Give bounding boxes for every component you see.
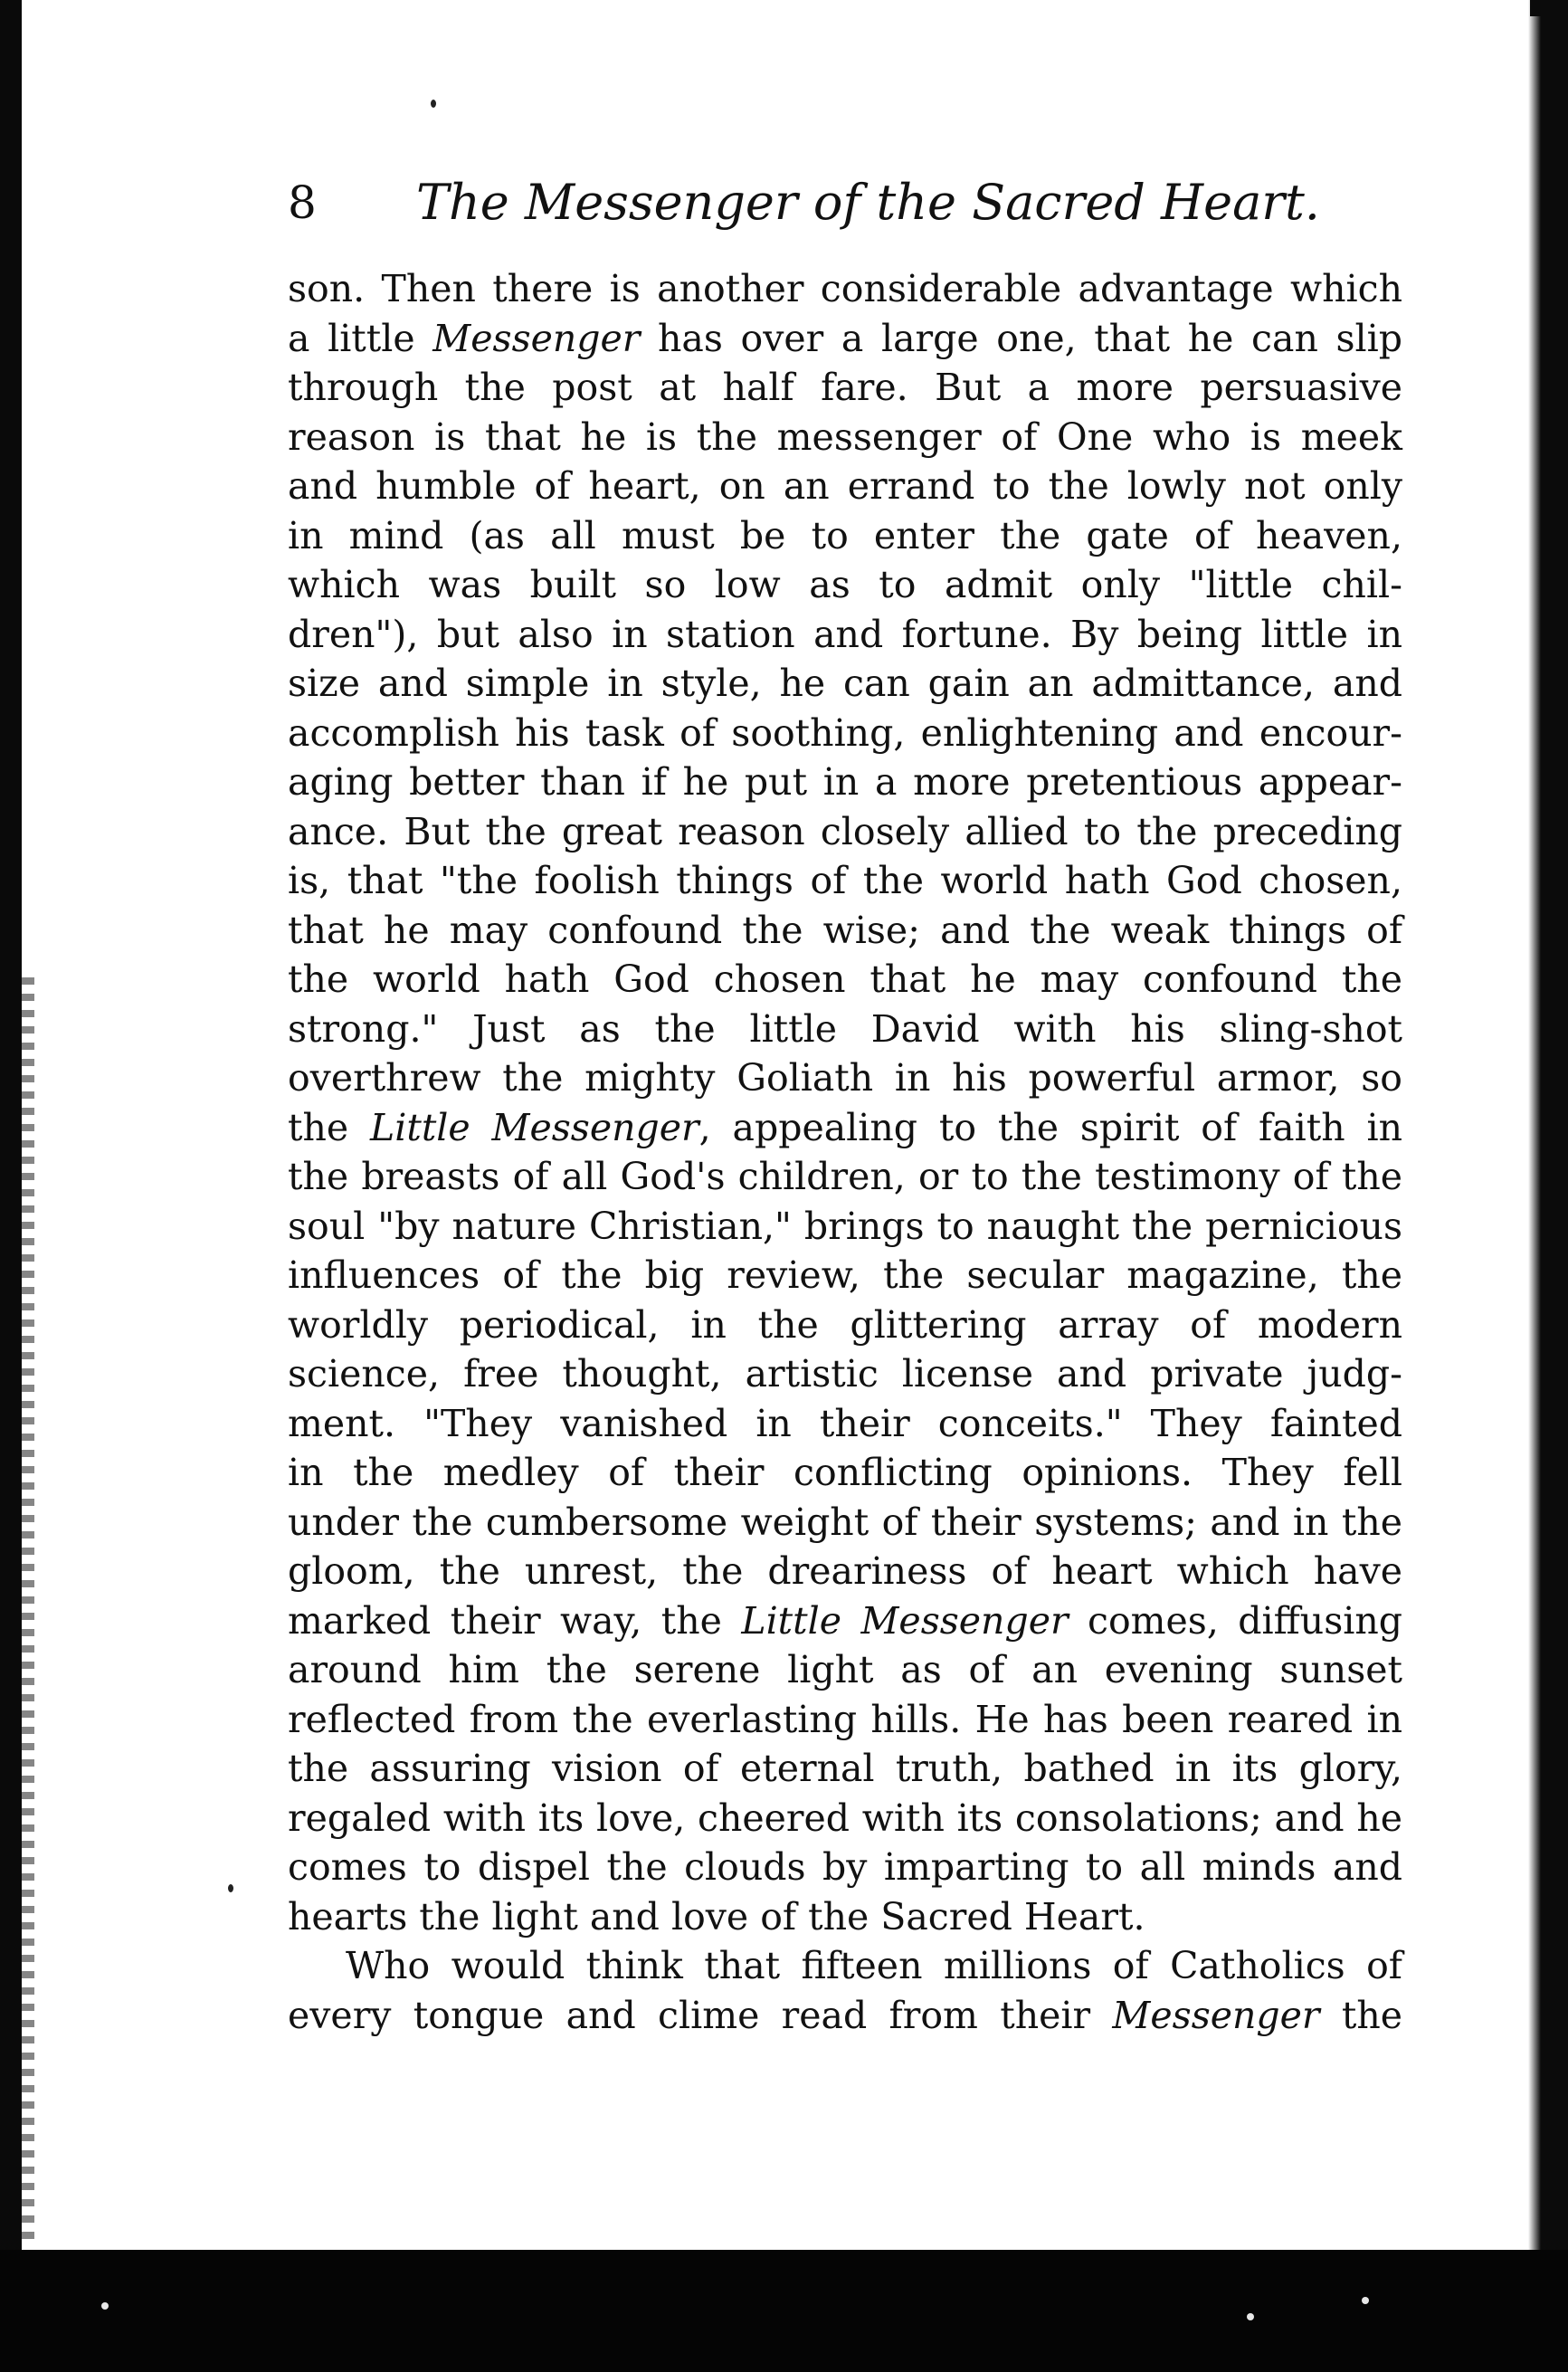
text-line: the assuring vision of eternal truth, bathed in its glory, xyxy=(288,1747,1402,1790)
text-line: and humble of heart, on an errand to the lowly not only xyxy=(288,464,1402,508)
text-line: every tongue and clime read from their Messenger the xyxy=(288,1993,1402,2037)
text-line: the breasts of all God's children, or to the testimony of the xyxy=(288,1155,1402,1198)
text-line: comes to dispel the clouds by imparting to all minds and xyxy=(288,1845,1402,1889)
running-title: The Messenger of the Sacred Heart. xyxy=(416,174,1320,231)
text-line: gloom, the unrest, the dreariness of heart which have xyxy=(288,1549,1402,1593)
text-line: dren"), but also in station and fortune. By being little in xyxy=(288,612,1402,656)
text-line: marked their way, the Little Messenger comes, diffusing xyxy=(288,1598,1403,1643)
text-line: strong." Just as the little David with his sling-shot xyxy=(288,1006,1402,1051)
text-line: in the medley of their conflicting opinions. They fell xyxy=(288,1451,1402,1494)
text-line: reflected from the everlasting hills. He has been reared in xyxy=(288,1697,1402,1741)
text-line: science, free thought, artistic license and private judg- xyxy=(288,1352,1402,1396)
text-line: soul "by nature Christian," brings to naught the pernicious xyxy=(288,1204,1402,1248)
text-line: hearts the light and love of the Sacred Heart. xyxy=(288,1894,1145,1939)
scan-speck xyxy=(228,1884,233,1892)
text-line: which was built so low as to admit only "little chil- xyxy=(288,563,1402,606)
scan-right-border xyxy=(1487,0,1568,2372)
text-line: size and simple in style, he can gain an admittance, and xyxy=(288,662,1402,705)
scan-dust-dot xyxy=(1247,2313,1254,2320)
page-header xyxy=(288,168,1410,237)
text-line: is, that "the foolish things of the world hath God chosen, xyxy=(288,859,1402,902)
text-line: ment. "They vanished in their conceits." They fainted xyxy=(288,1401,1402,1445)
text-line: the world hath God chosen that he may confound the xyxy=(288,957,1402,1001)
text-line: the Little Messenger, appealing to the spirit of faith in xyxy=(288,1105,1402,1149)
text-line: regaled with its love, cheered with its consolations; and he xyxy=(288,1796,1402,1840)
scan-left-border xyxy=(0,0,22,2372)
scan-bottom-border xyxy=(0,2250,1568,2372)
text-line: under the cumbersome weight of their systems; and in the xyxy=(288,1500,1402,1544)
scan-dust-dot xyxy=(1362,2297,1369,2304)
text-line: Who would think that fifteen millions of Catholics of xyxy=(346,1944,1402,1987)
scan-right-tab xyxy=(1530,0,1568,16)
text-line: ance. But the great reason closely allied to the preceding xyxy=(288,809,1402,853)
text-line: in mind (as all must be to enter the gate of heaven, xyxy=(288,513,1402,557)
text-line: around him the serene light as of an evening sunset xyxy=(288,1648,1402,1691)
text-line: that he may confound the wise; and the weak things of xyxy=(288,908,1402,952)
text-line: overthrew the mighty Goliath in his powerful armor, so xyxy=(288,1056,1402,1100)
scan-dust-dot xyxy=(101,2302,109,2310)
text-line: accomplish his task of soothing, enlightening and encour- xyxy=(288,710,1402,755)
text-line: worldly periodical, in the glittering array of modern xyxy=(288,1302,1402,1347)
body-text xyxy=(288,264,1402,2040)
text-line: through the post at half fare. But a more persuasive xyxy=(288,366,1402,409)
text-line: son. Then there is another considerable advantage which xyxy=(288,267,1402,310)
text-line: aging better than if he put in a more pretentious appear- xyxy=(288,760,1402,804)
text-line: influences of the big review, the secular magazine, the xyxy=(288,1253,1402,1297)
scan-left-streak xyxy=(22,977,34,2244)
page-number: 8 xyxy=(288,176,317,229)
scan-speck xyxy=(431,100,436,108)
text-line: a little Messenger has over a large one, that he can slip xyxy=(288,316,1402,360)
text-line: reason is that he is the messenger of One who is meek xyxy=(288,414,1402,459)
